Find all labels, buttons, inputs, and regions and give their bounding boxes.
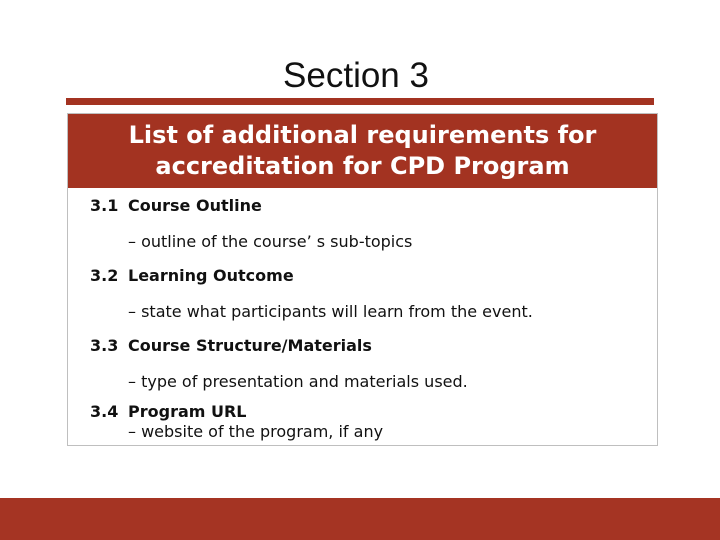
requirement-number: 3.2 (90, 266, 119, 285)
requirement-title: Program URL (128, 402, 247, 421)
requirement-item (90, 196, 412, 251)
title-divider (66, 98, 654, 105)
requirement-description: – website of the program, if any (128, 422, 384, 441)
requirement-number: 3.3 (90, 336, 119, 355)
requirement-item (90, 336, 468, 391)
requirements-box (67, 113, 658, 446)
requirement-title: Course Outline (128, 196, 262, 215)
requirement-number: 3.1 (90, 196, 119, 215)
requirement-heading (90, 266, 533, 285)
requirement-title: Course Structure/Materials (128, 336, 372, 355)
requirement-item (90, 266, 533, 321)
page-title: Section 3 (283, 56, 429, 95)
requirement-heading (90, 336, 468, 355)
requirement-heading (90, 196, 412, 215)
requirements-header (68, 114, 657, 188)
requirement-description: – outline of the course’ s sub-topics (128, 232, 413, 251)
requirement-description: – state what participants will learn from the event. (128, 302, 533, 321)
header-line-1: List of additional requirements for (128, 121, 597, 149)
footer-bar (0, 498, 720, 540)
requirement-description: – type of presentation and materials used. (128, 372, 468, 391)
requirement-heading (90, 402, 383, 421)
requirement-item (90, 402, 383, 441)
requirement-title: Learning Outcome (128, 266, 294, 285)
header-line-2: accreditation for CPD Program (155, 152, 570, 180)
requirement-number: 3.4 (90, 402, 119, 421)
